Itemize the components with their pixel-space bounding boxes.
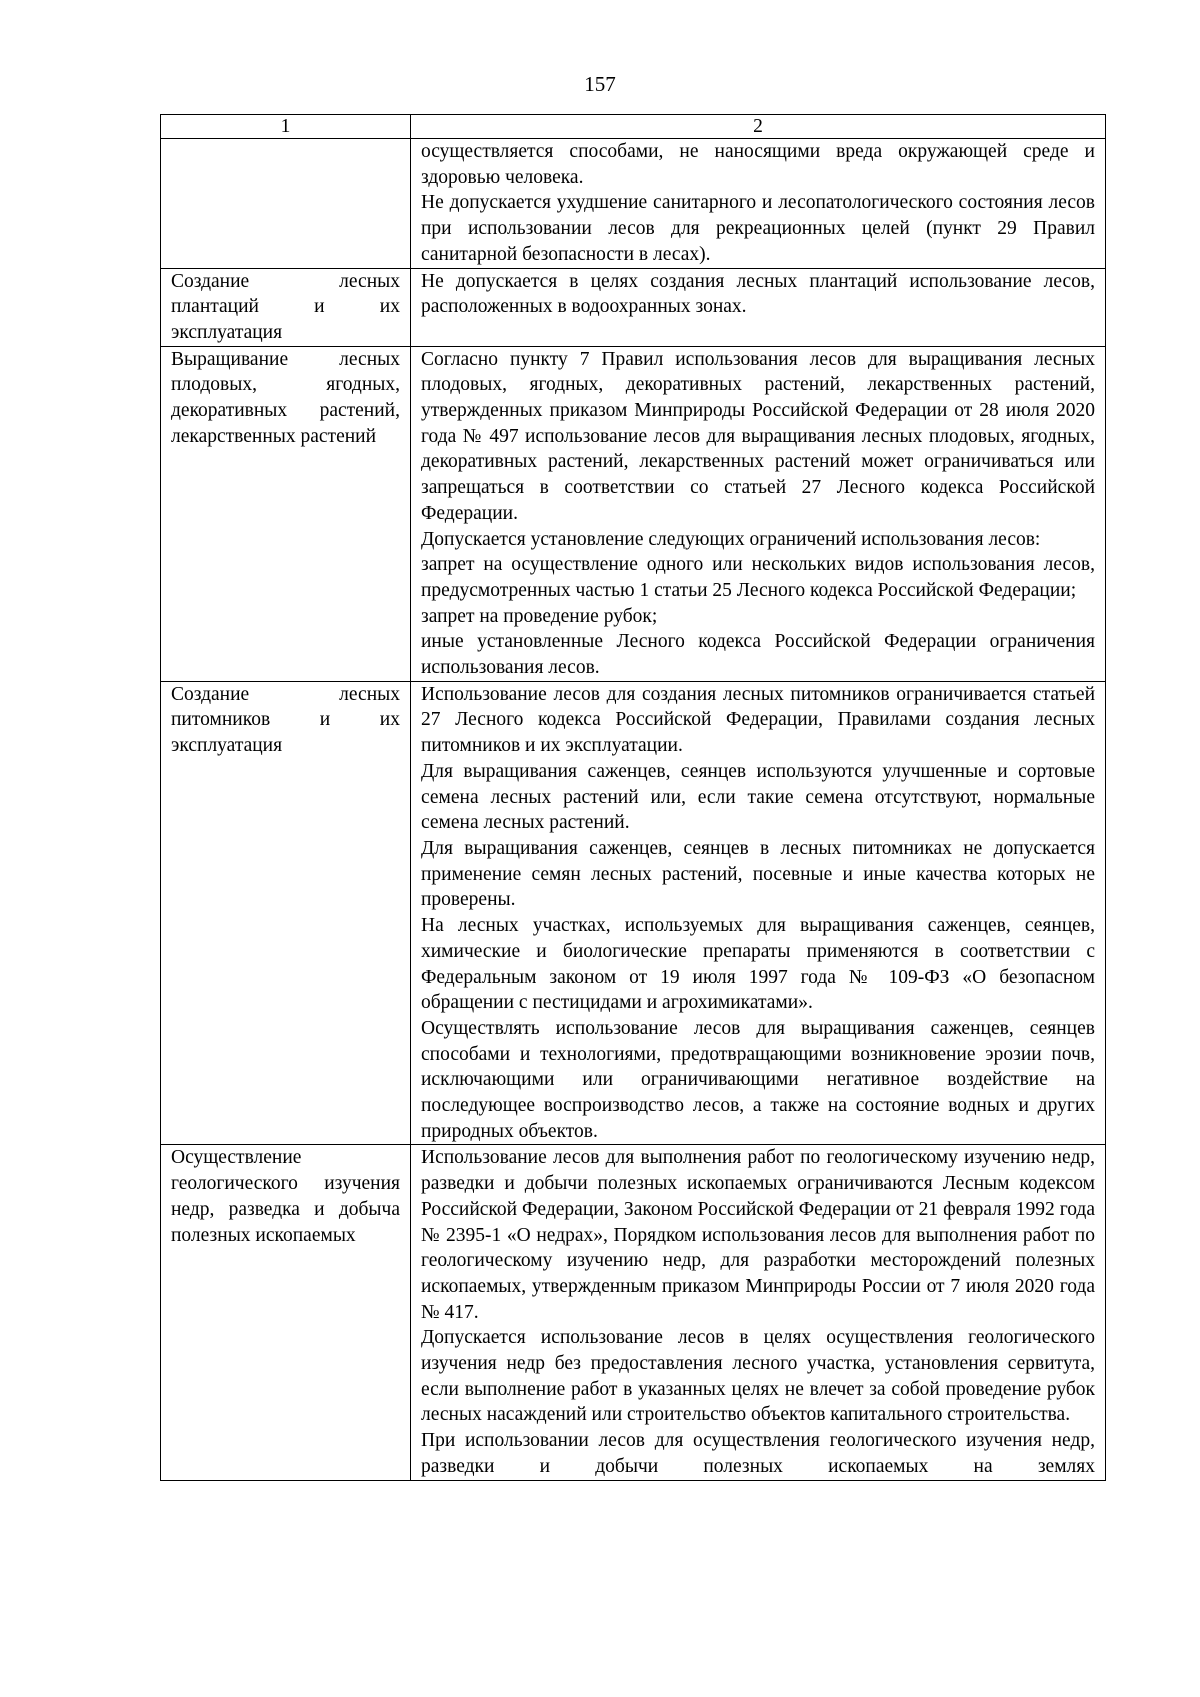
description-cell: [411, 1145, 1106, 1480]
paragraph: Не допускается ухудшение санитарного и лесопатологического состояния лесов при использовании лесов для рекреационных целей (пункт 29 Правил санитарной безопасности в лесах).: [421, 192, 1095, 265]
page-number: 157: [584, 72, 616, 96]
paragraph: Для выращивания саженцев, сеянцев в лесных питомниках не допускается применение семян лесных растений, посевные и иные качества которых не проверены.: [421, 837, 1095, 911]
paragraph: запрет на осуществление одного или нескольких видов использования лесов, предусмотренных частью 1 статьи 25 Лесного кодекса Российской Федерации;: [421, 554, 1095, 601]
paragraph: Допускается использование лесов в целях осуществления геологического изучения недр без предоставления лесного участка, установления сервитута, если выполнение работ в указанных целях не влечет за собой проведение рубок лесных насаждений или строительство объектов капитального строительства.: [421, 1327, 1095, 1426]
paragraph: Для выращивания саженцев, сеянцев используются улучшенные и сортовые семена лесных растений или, если такие семена отсутствуют, нормальные семена лесных растений.: [421, 760, 1095, 834]
paragraph: иные установленные Лесного кодекса Российской Федерации ограничения использования лесов.: [421, 631, 1095, 679]
table-row: [161, 268, 1106, 346]
description-cell: [411, 346, 1106, 681]
restrictions-table: [160, 114, 1106, 1481]
activity-cell: Выращивание лесных плодовых, ягодных, декоративных растений, лекарственных растений: [161, 346, 411, 681]
column-header-1: 1: [161, 115, 411, 139]
description-cell: [411, 268, 1106, 346]
table-row: [161, 139, 1106, 269]
paragraph: Согласно пункту 7 Правил использования лесов для выращивания лесных плодовых, ягодных, декоративных растений, лекарственных растений, утвержденных приказом Минприроды Российской Федерации от 28 июля 2020 года № 497 использование лесов для выращивания лесных плодовых, ягодных, декоративных растений, лекарственных растений может ограничиваться или запрещаться в соответствии со статьей 27 Лесного кодекса Российской Федерации.: [421, 348, 1095, 524]
description-cell: [411, 681, 1106, 1145]
activity-cell: Создание лесных плантаций и их эксплуатация: [161, 268, 411, 346]
paragraph: Использование лесов для создания лесных питомников ограничивается статьей 27 Лесного кодекса Российской Федерации, Правилами создания лесных питомников и их эксплуатации.: [421, 683, 1095, 757]
activity-cell: Создание лесных питомников и их эксплуатация: [161, 681, 411, 1145]
table-row: [161, 346, 1106, 681]
activity-cell: Осуществление геологического изучения недр, разведка и добыча полезных ископаемых: [161, 1145, 411, 1480]
paragraph: Допускается установление следующих ограничений использования лесов:: [421, 528, 1041, 550]
paragraph: При использовании лесов для осуществления геологического изучения недр, разведки и добычи полезных ископаемых на землях: [421, 1430, 1095, 1477]
paragraph: Не допускается в целях создания лесных плантаций использование лесов, расположенных в водоохранных зонах.: [421, 270, 1095, 318]
table-row: [161, 681, 1106, 1145]
paragraph: осуществляется способами, не наносящими вреда окружающей среде и здоровью человека.: [421, 141, 1095, 188]
table-header-row: [161, 115, 1106, 139]
column-header-2: 2: [411, 115, 1106, 139]
paragraph: Осуществлять использование лесов для выращивания саженцев, сеянцев способами и технологиями, предотвращающими возникновение эрозии почв, исключающими или ограничивающими негативное воздействие на последующее воспроизводство лесов, а также на состояние водных и других природных объектов.: [421, 1017, 1095, 1142]
table-row: [161, 1145, 1106, 1480]
paragraph: Использование лесов для выполнения работ по геологическому изучению недр, разведки и добычи полезных ископаемых ограничиваются Лесным кодексом Российской Федерации, Законом Российской Федерации от 21 февраля 1992 года № 2395-1 «О недрах», Порядком использования лесов для выполнения работ по геологическому изучению недр, для разработки месторождений полезных ископаемых, утвержденным приказом Минприроды России от 7 июля 2020 года № 417.: [421, 1147, 1095, 1323]
paragraph: запрет на проведение рубок;: [421, 605, 658, 627]
activity-cell: [161, 139, 411, 269]
description-cell: [411, 139, 1106, 269]
paragraph: На лесных участках, используемых для выращивания саженцев, сеянцев, химические и биологические препараты применяются в соответствии с Федеральным законом от 19 июля 1997 года № 109-ФЗ «О безопасном обращении с пестицидами и агрохимикатами».: [421, 915, 1095, 1014]
